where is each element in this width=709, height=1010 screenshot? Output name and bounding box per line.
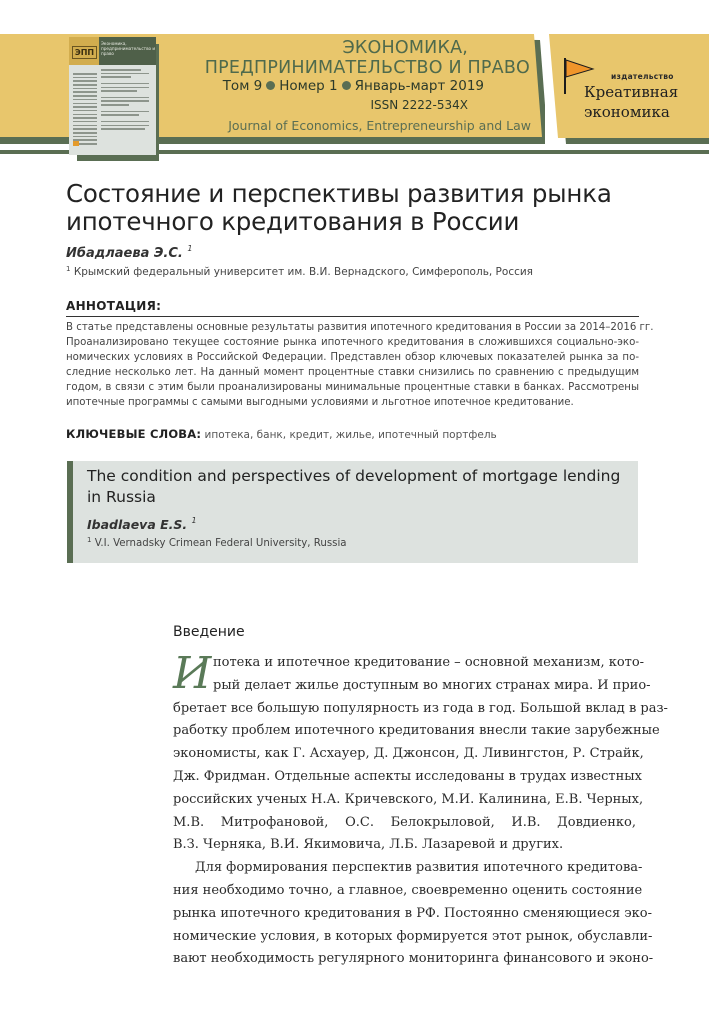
cover-logo: ЭПП <box>72 46 97 59</box>
drop-cap: И <box>173 648 212 699</box>
publisher-name: Креативная экономика <box>584 83 679 121</box>
abstract-heading: АННОТАЦИЯ: <box>66 299 162 313</box>
section-heading: Введение <box>173 624 245 640</box>
bullet-icon <box>266 81 275 90</box>
issn: ISSN 2222-534X <box>370 98 468 112</box>
bullet-icon <box>342 81 351 90</box>
keywords <box>66 427 497 441</box>
affiliation-ru: $^1$ Крымский федеральный университет им. В.И. Вернадского, Симферополь, Россия <box>66 265 534 278</box>
cover-contents-right <box>101 69 149 132</box>
abstract-text: В статье представлены основные результаты развития ипотечного кредитования в России за 2014–2016 гг. Проанализировано текущее состояние рынка ипотечного кредитования в сложившихся социально-эко- номических условиях в Российской Федерации. Представлен обзор ключевых показателей рынка за по- следние несколько лет. На данный момент процентные ставки снизились по сравнению с предыдущим годом, в связи с этим были проанализированы минимальные процентные ставки в банках. Рассмотрены ипотечные программы с самыми выгодными условиями и льготное ипотечное кредитование. <box>66 322 654 408</box>
volume: Том 9 <box>222 78 263 94</box>
author-en: Ibadlaeva E.S. $^1$ <box>87 516 197 532</box>
journal-cover-thumbnail <box>69 37 156 155</box>
body-text: И потека и ипотечное кредитование – основной механизм, кото- рый делает жилье доступным во многих странах мира. И прио- бретает все большую популярность из года в год. Большой вклад в раз- работку проблем ипотечного кредитования внесли такие зарубежные экономисты, как Г. Асхауер, Д. Джонсон, Д. Ливингстон, Р. Страйк, Дж. Фридман. Отдельные аспекты исследованы в трудах известных российских ученых Н.А. Кричевского, М.И. Калинина, Е.В. Черных, М.В. Митрофановой, О.С. Белокрыловой, И.В. Довдиенко, В.З. Черняка, В.И. Якимовича, Л.Б. Лазаревой и других. Для формирования перспектив развития ипотечного кредитова- ния необходимо точно, а главное, своевременно оценить состояние рынка ипотечного кредитования в РФ. Постоянно сменяющиеся эко- номические условия, в которых формируется этот рынок, обуславли- вают необходимость регулярного мониторинга финансового и эконо- <box>173 648 668 967</box>
cover-flag-icon <box>73 141 79 146</box>
keywords-list: ипотека, банк, кредит, жилье, ипотечный портфель <box>204 429 497 441</box>
journal-title-en: Journal of Economics, Entrepreneurship and Law <box>228 118 531 133</box>
keywords-label: КЛЮЧЕВЫЕ СЛОВА: <box>66 427 202 441</box>
cover-title: Экономика, предпринимательство и право <box>101 41 156 56</box>
journal-title: ЭКОНОМИКА, ПРЕДПРИНИМАТЕЛЬСТВО И ПРАВО <box>204 38 530 78</box>
issue-period: Январь-март 2019 <box>354 78 484 94</box>
article-title-en: The condition and perspectives of development of mortgage lending in Russia <box>87 467 621 506</box>
affiliation-en: $^1$ V.I. Vernadsky Crimean Federal University, Russia <box>87 536 347 549</box>
issue-number: Номер 1 <box>279 78 338 94</box>
article-title-ru: Состояние и перспективы развития рынка ипотечного кредитования в России <box>66 179 612 236</box>
cover-contents-left <box>73 73 97 147</box>
author-ru: Ибадлаева Э.С. $^1$ <box>66 244 193 261</box>
abstract-divider <box>66 316 639 317</box>
issue-info <box>190 78 484 94</box>
publisher-label: издательство <box>611 72 674 81</box>
english-summary-box <box>67 461 638 563</box>
